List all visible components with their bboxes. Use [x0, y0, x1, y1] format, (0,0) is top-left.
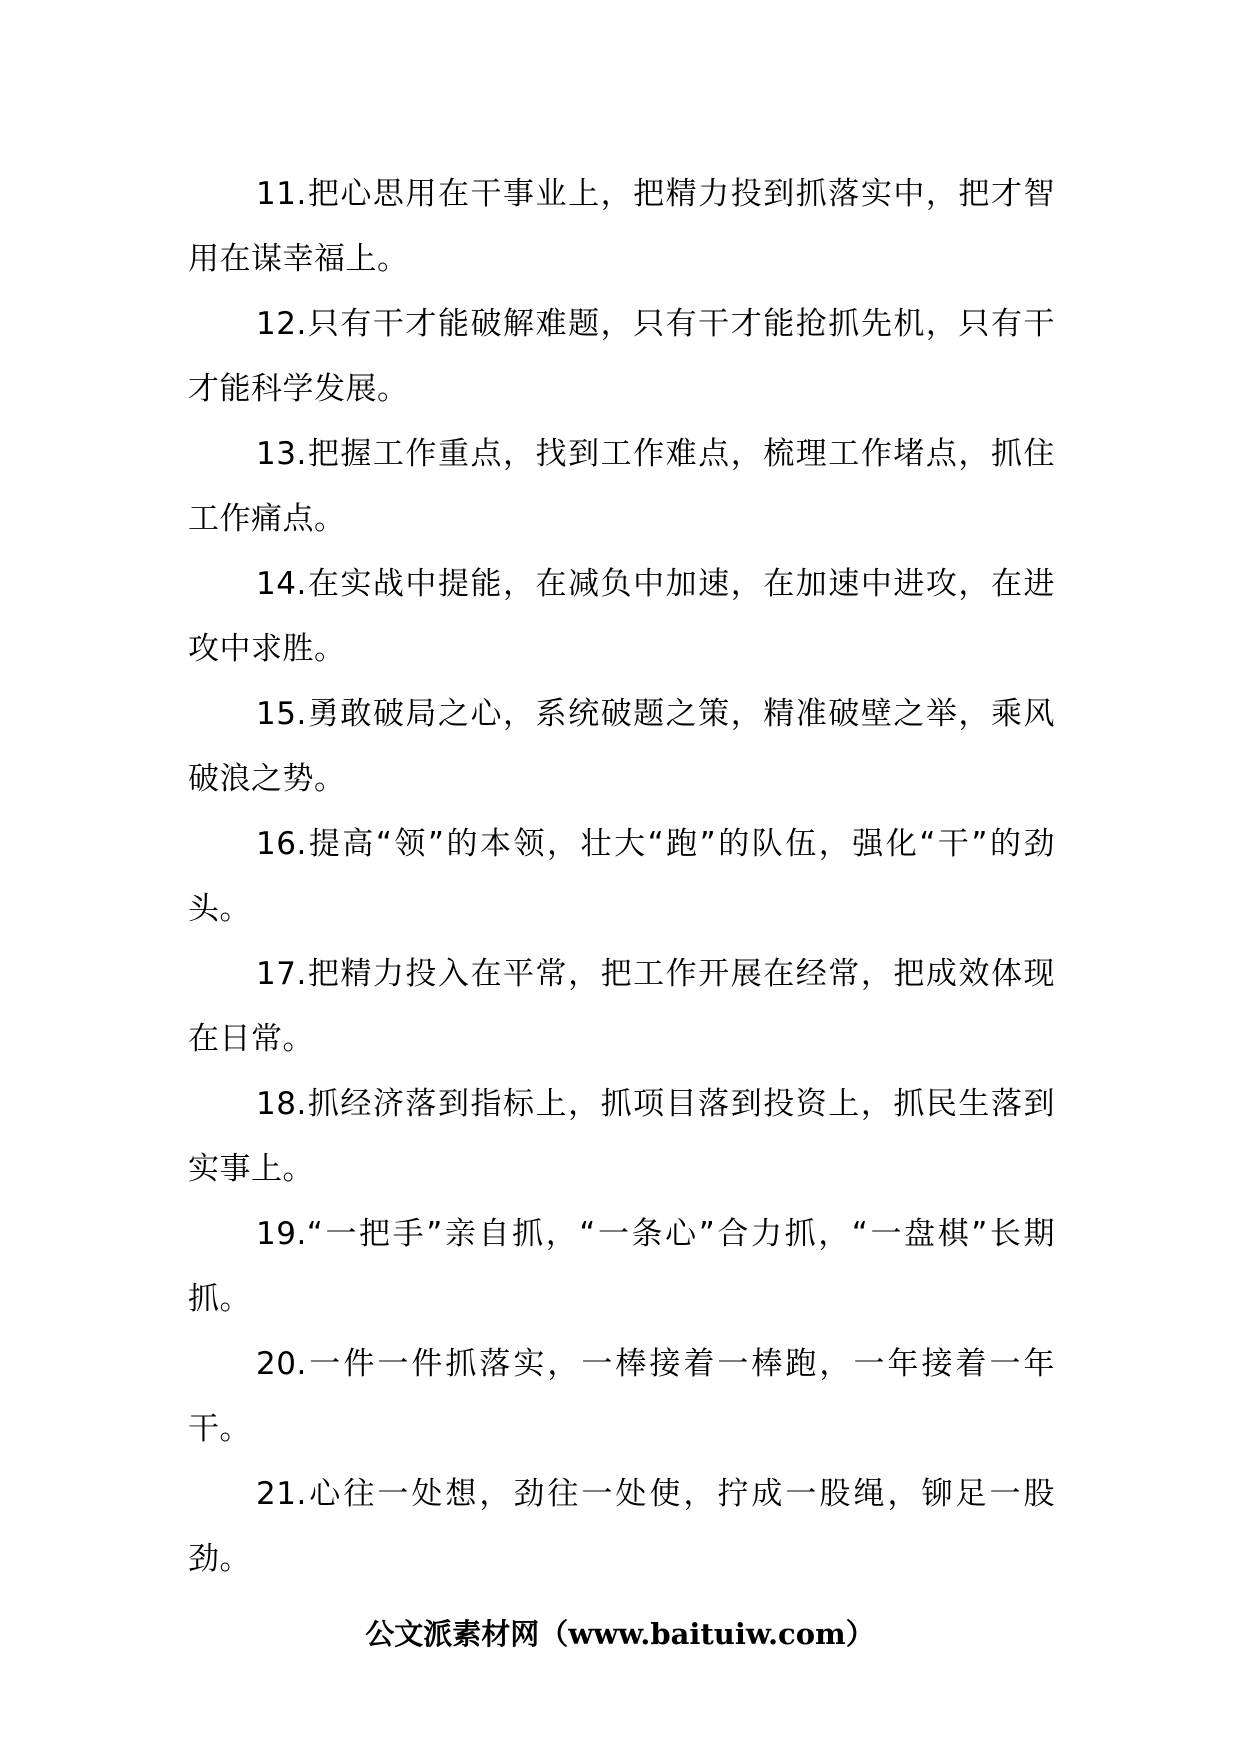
paragraph-17: 17.把精力投入在平常，把工作开展在经常，把成效体现在日常。 — [188, 956, 1055, 1057]
paragraph-11: 11.把心思用在干事业上，把精力投到抓落实中，把才智用在谋幸福上。 — [188, 176, 1055, 277]
paragraph-20: 20.一件一件抓落实，一棒接着一棒跑，一年接着一年干。 — [188, 1346, 1055, 1447]
paragraph-14: 14.在实战中提能，在减负中加速，在加速中进攻，在进攻中求胜。 — [188, 566, 1055, 667]
paragraph-18: 18.抓经济落到指标上，抓项目落到投资上，抓民生落到实事上。 — [188, 1086, 1055, 1187]
page-footer: 公文派素材网（www.baituiw.com） — [365, 1617, 875, 1651]
paragraph-13: 13.把握工作重点，找到工作难点，梳理工作堵点，抓住工作痛点。 — [188, 436, 1055, 537]
paragraph-15: 15.勇敢破局之心，系统破题之策，精准破壁之举，乘风破浪之势。 — [188, 696, 1055, 797]
document-body — [188, 162, 1055, 1592]
paragraph-16: 16.提高“领”的本领，壮大“跑”的队伍，强化“干”的劲头。 — [188, 826, 1055, 927]
paragraph-21: 21.心往一处想，劲往一处使，拧成一股绳，铆足一股劲。 — [188, 1476, 1055, 1577]
paragraph-12: 12.只有干才能破解难题，只有干才能抢抓先机，只有干才能科学发展。 — [188, 306, 1055, 407]
paragraph-19: 19.“一把手”亲自抓，“一条心”合力抓，“一盘棋”长期抓。 — [188, 1216, 1055, 1317]
